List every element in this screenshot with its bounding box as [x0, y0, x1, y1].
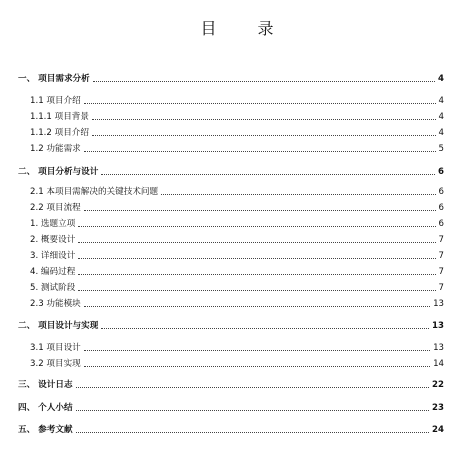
toc-page-number: 4: [438, 128, 444, 138]
toc-leader: [101, 174, 435, 175]
toc-leader: [76, 410, 429, 411]
page-title: 目 录: [200, 19, 292, 38]
toc-entry[interactable]: [18, 164, 444, 178]
toc-entry-label: 三、 设计日志: [18, 380, 73, 390]
toc-entry[interactable]: [18, 340, 444, 354]
toc-entry[interactable]: [18, 248, 444, 262]
toc-leader: [101, 328, 429, 329]
toc-page-number: 6: [438, 219, 444, 229]
toc-leader: [84, 210, 436, 211]
toc-entry-label: 2. 概要设计: [30, 235, 76, 245]
toc-page-number: 4: [438, 74, 444, 84]
toc-page-number: 13: [433, 343, 444, 353]
toc-page-number: 6: [438, 187, 444, 197]
toc-entry[interactable]: [18, 109, 444, 123]
toc-page-number: 7: [438, 267, 444, 277]
toc-page-number: 4: [438, 96, 444, 106]
toc-entry[interactable]: [18, 200, 444, 214]
toc-page-number: 7: [438, 235, 444, 245]
toc-leader: [78, 274, 435, 275]
toc-entry-label: 1. 选题立项: [30, 219, 76, 229]
toc-entry-label: 二、 项目分析与设计: [18, 167, 99, 177]
toc-leader: [84, 151, 436, 152]
toc-entry-label: 2.3 功能模块: [30, 299, 81, 309]
toc-page-number: 13: [432, 321, 444, 331]
toc-entry-label: 3.2 项目实现: [30, 359, 81, 369]
toc-entry[interactable]: [18, 377, 444, 391]
toc-page-number: 23: [432, 403, 444, 413]
toc-leader: [161, 194, 435, 195]
toc-entry-label: 4. 编码过程: [30, 267, 76, 277]
toc-leader: [78, 258, 435, 259]
toc-page-number: 13: [433, 299, 444, 309]
toc-entry-label: 2.2 项目流程: [30, 203, 81, 213]
toc-entry[interactable]: [18, 356, 444, 370]
toc-entry-label: 1.2 功能需求: [30, 144, 81, 154]
toc-page-number: 7: [438, 283, 444, 293]
toc-entry-label: 3.1 项目设计: [30, 343, 81, 353]
toc-entry[interactable]: [18, 264, 444, 278]
toc-entry-label: 5. 测试阶段: [30, 283, 76, 293]
toc-leader: [93, 81, 435, 82]
toc-leader: [76, 432, 429, 433]
toc-entry[interactable]: [18, 296, 444, 310]
toc-page-number: 22: [432, 380, 444, 390]
toc-page-number: 6: [438, 203, 444, 213]
toc-entry[interactable]: [18, 216, 444, 230]
toc-leader: [76, 387, 429, 388]
toc-leader: [92, 135, 436, 136]
toc-entry[interactable]: [18, 280, 444, 294]
toc-page-number: 4: [438, 112, 444, 122]
toc-entry-label: 2.1 本项目需解决的关键技术问题: [30, 187, 159, 197]
toc-entry[interactable]: [18, 318, 444, 332]
toc-entry[interactable]: [18, 93, 444, 107]
toc-page-number: 6: [438, 167, 444, 177]
toc-leader: [84, 103, 436, 104]
toc-entry-label: 1.1 项目介绍: [30, 96, 81, 106]
toc-entry-label: 一、 项目需求分析: [18, 74, 90, 84]
toc-entry-label: 1.1.2 项目介绍: [30, 128, 89, 138]
toc-entry[interactable]: [18, 400, 444, 414]
toc-entry[interactable]: [18, 422, 444, 436]
toc-leader: [78, 290, 435, 291]
toc-leader: [84, 366, 430, 367]
toc-entry[interactable]: [18, 125, 444, 139]
toc-leader: [78, 242, 435, 243]
toc-entry-label: 1.1.1 项目背景: [30, 112, 89, 122]
toc-leader: [78, 226, 435, 227]
toc-leader: [84, 306, 430, 307]
toc-entry[interactable]: [18, 184, 444, 198]
toc-entry[interactable]: [18, 232, 444, 246]
toc-leader: [92, 119, 436, 120]
toc-page-number: 24: [432, 425, 444, 435]
toc-entry-label: 3. 详细设计: [30, 251, 76, 261]
toc-page-number: 7: [438, 251, 444, 261]
toc-page-number: 14: [433, 359, 444, 369]
toc-page-number: 5: [438, 144, 444, 154]
toc-entry-label: 五、 参考文献: [18, 425, 73, 435]
toc-entry-label: 四、 个人小结: [18, 403, 73, 413]
toc-leader: [84, 350, 430, 351]
toc-entry[interactable]: [18, 141, 444, 155]
toc-entry-label: 二、 项目设计与实现: [18, 321, 99, 331]
toc-entry[interactable]: [18, 71, 444, 85]
